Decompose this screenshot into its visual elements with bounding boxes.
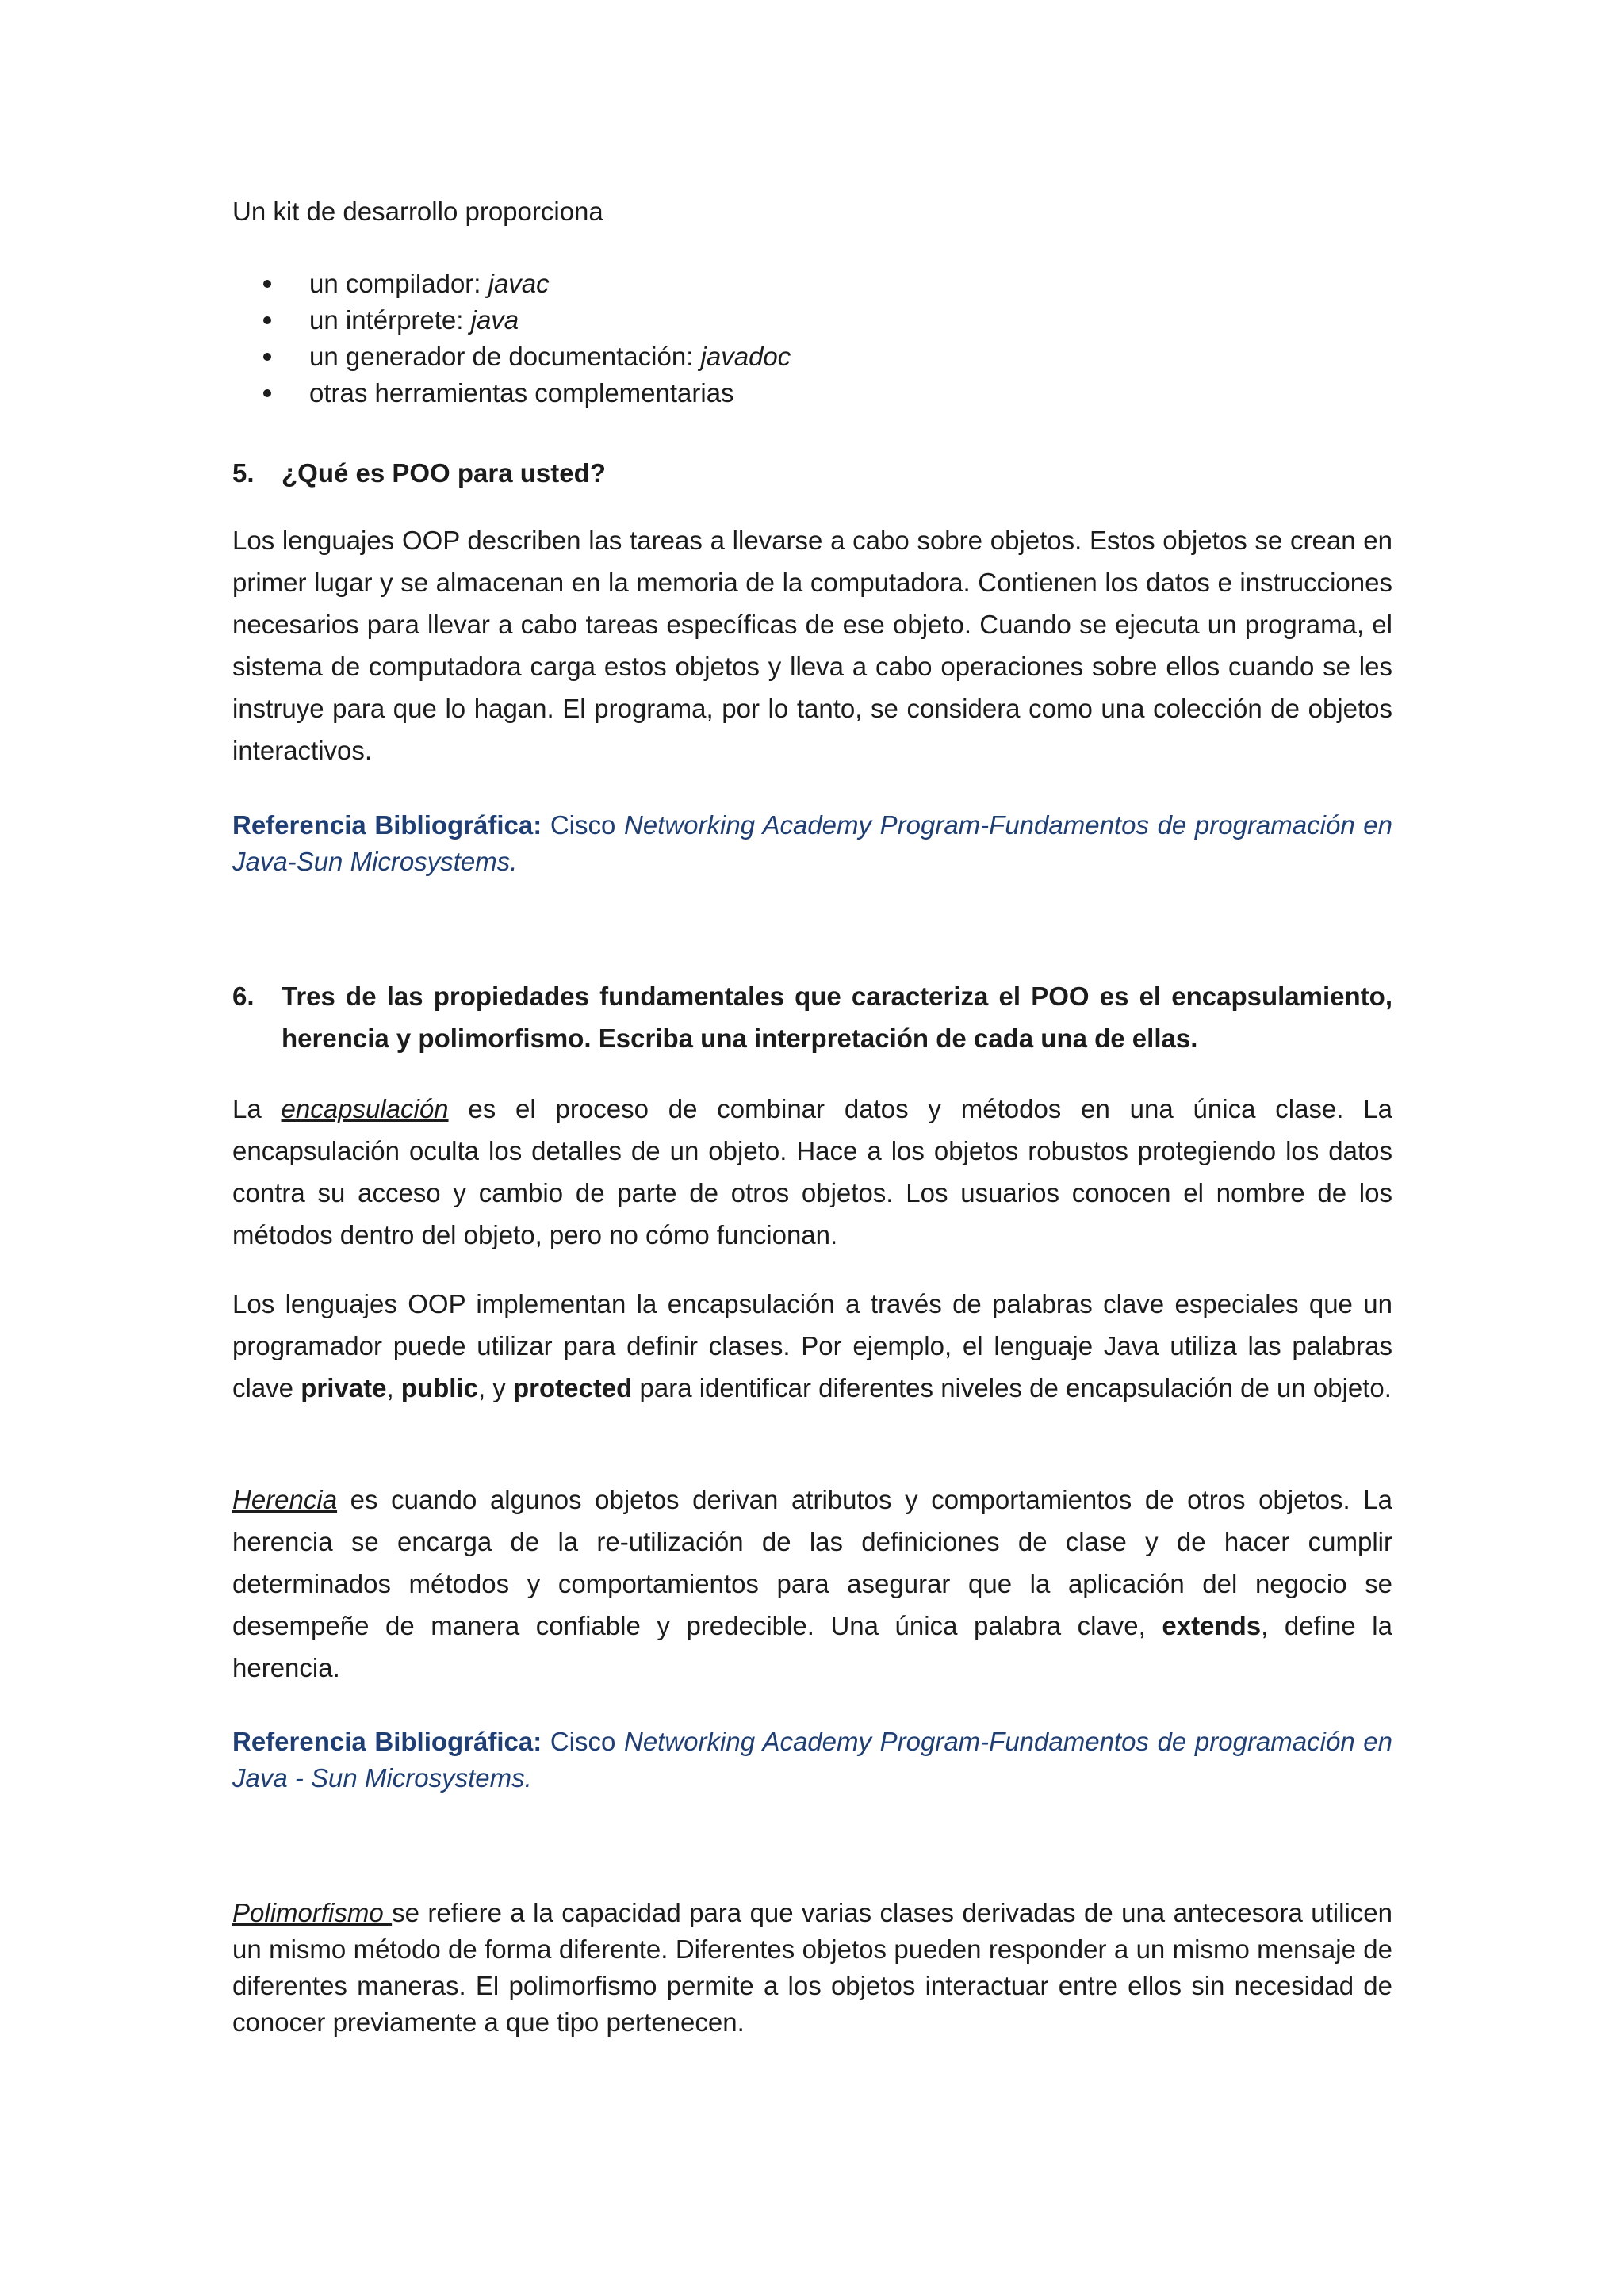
bullet-icon (263, 353, 271, 361)
question-5-reference: Referencia Bibliográfica: Cisco Networking Academy Program-Fundamentos de programación en Java-Sun Microsystems. (232, 810, 1392, 876)
oop-keywords-paragraph: Los lenguajes OOP implementan la encapsulación a través de palabras clave especiales que un programador puede utilizar para definir clases. Por ejemplo, el lenguaje Java utiliza las palabras clave private, public, y protected para identificar diferentes niveles de encapsulación de un objeto. (232, 1289, 1392, 1402)
encapsulation-term: encapsulación (281, 1094, 449, 1123)
question-5-number: 5. (232, 458, 255, 488)
inheritance-term: Herencia (232, 1485, 338, 1514)
polymorphism-paragraph: Polimorfismo se refiere a la capacidad para que varias clases derivadas de una antecesora utilicen un mismo método de forma diferente. Diferentes objetos pueden responder a un mismo mensaje de diferentes maneras. El polimorfismo permite a los objetos interactuar entre ellos sin necesidad de conocer previamente a que tipo pertenecen. (232, 1898, 1392, 2037)
polymorphism-term: Polimorfismo (232, 1898, 393, 1927)
question-6-number: 6. (232, 982, 255, 1011)
bullet-icon (263, 316, 271, 324)
question-5-paragraph: Los lenguajes OOP describen las tareas a llevarse a cabo sobre objetos. Estos objetos se crean en primer lugar y se almacenan en la memoria de la computadora. Contienen los datos e instrucciones necesarios para llevar a cabo tareas específicas de ese objeto. Cuando se ejecuta un programa, el sistema de computadora carga estos objetos y lleva a cabo operaciones sobre ellos cuando se les instruye para que lo hagan. El programa, por lo tanto, se considera como una colección de objetos interactivos. (232, 526, 1392, 765)
list-item: un intérprete: java (232, 302, 791, 339)
list-item: otras herramientas complementarias (232, 375, 791, 411)
question-6-heading: Tres de las propiedades fundamentales que caracteriza el POO es el encapsulamiento, herencia y polimorfismo. Escriba una interpretación de cada una de ellas. (282, 982, 1392, 1053)
bullet-list (232, 266, 791, 411)
bullet-icon (263, 389, 271, 397)
bullet-icon (263, 280, 271, 288)
list-item: un generador de documentación: javadoc (232, 339, 791, 375)
inheritance-paragraph: Herencia es cuando algunos objetos derivan atributos y comportamientos de otros objetos. La herencia se encarga de la re-utilización de las definiciones de clase y de hacer cumplir determinados métodos y comportamientos para asegurar que la aplicación del negocio se desempeñe de manera confiable y predecible. Una única palabra clave, extends, define la herencia. (232, 1485, 1392, 1682)
question-6-reference: Referencia Bibliográfica: Cisco Networking Academy Program-Fundamentos de programación en Java - Sun Microsystems. (232, 1727, 1392, 1793)
list-item: un compilador: javac (232, 266, 791, 302)
encapsulation-paragraph: La encapsulación es el proceso de combinar datos y métodos en una única clase. La encapsulación oculta los detalles de un objeto. Hace a los objetos robustos protegiendo los datos contra su acceso y cambio de parte de otros objetos. Los usuarios conocen el nombre de los métodos dentro del objeto, pero no cómo funcionan. (232, 1094, 1392, 1249)
intro-text: Un kit de desarrollo proporciona (232, 197, 603, 226)
question-5-heading: ¿Qué es POO para usted? (282, 458, 606, 488)
